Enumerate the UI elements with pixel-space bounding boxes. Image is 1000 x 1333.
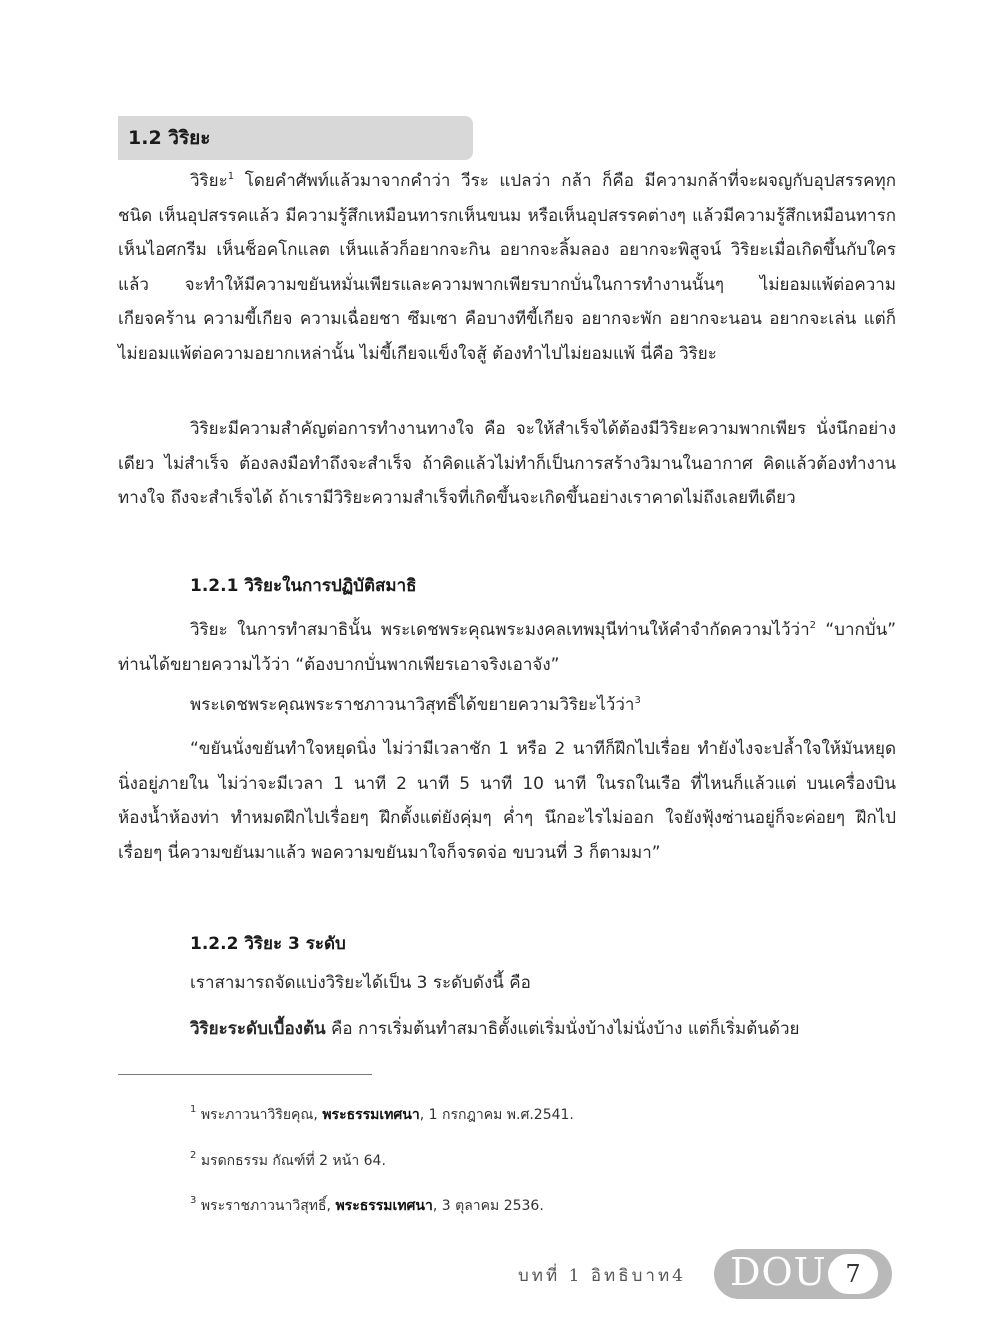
footnote-ref-3[interactable]: 3 — [634, 695, 641, 706]
subsection-2-paragraph-2 — [118, 1012, 896, 1047]
footnote-2-number: 2 — [190, 1150, 197, 1161]
footnote-ref-1[interactable]: 1 — [227, 171, 235, 182]
intro-paragraph-1-text: โดยคำศัพท์แล้วมาจากคำว่า วีระ แปลว่า กล้า ก็คือ มีความกล้าที่จะผจญกับอุปสรรคทุกชนิด เห็นอุปสรรคแล้ว มีความรู้สึกเหมือนทารกเห็นขนม หรือเห็นอุปสรรคต่างๆ แล้วมีความรู้สึกเหมือนทารกเห็นไอศกรีม เห็นช็อคโกแลต เห็นแล้วก็อยากจะกิน อยากจะลิ้มลอง อยากจะพิสูจน์ วิริยะเมื่อเกิดขึ้นกับใครแล้ว จะทำให้มีความขยันหมั่นเพียรและความพากเพียรบากบั่นในการทำงานนั้นๆ ไม่ยอมแพ้ต่อความเกียจคร้าน ความขี้เกียจ ความเฉื่อยชา ซึมเซา คือบางทีขี้เกียจ อยากจะพัก อยากจะนอน อยากจะเล่น แต่ก็ไม่ยอมแพ้ต่อความอยากเหล่านั้น ไม่ขี้เกียจแข็งใจสู้ ต้องทำไปไม่ยอมแพ้ นี่คือ วิริยะ — [118, 171, 896, 364]
subsection-1-paragraph-2 — [118, 688, 896, 723]
footnote-1-title: พระธรรมเทศนา — [322, 1107, 420, 1123]
footnote-1 — [190, 1104, 574, 1126]
footnote-3-text: พระราชภาวนาวิสุทธิ์, — [196, 1198, 336, 1214]
intro-paragraph-2: วิริยะมีความสำคัญต่อการทำงานทางใจ คือ จะให้สำเร็จได้ต้องมีวิริยะความพากเพียร นั่งนึกอย่างเดียว ไม่สำเร็จ ต้องลงมือทำถึงจะสำเร็จ ถ้าคิดแล้วไม่ทำก็เป็นการสร้างวิมานในอากาศ คิดแล้วต้องทำงานทางใจ ถึงจะสำเร็จได้ ถ้าเรามีวิริยะความสำเร็จที่เกิดขึ้นจะเกิดขึ้นอย่างเราคาดไม่ถึงเลยทีเดียว — [118, 419, 896, 508]
footer-brand-logo: DOU — [730, 1250, 827, 1294]
footnote-1-text: พระภาวนาวิริยคุณ, — [196, 1107, 323, 1123]
footnote-divider — [118, 1074, 372, 1075]
subsection-1-paragraph-1 — [118, 613, 896, 682]
footnote-ref-2[interactable]: 2 — [809, 620, 816, 631]
footnote-3-date: , 3 ตุลาคม 2536. — [432, 1198, 544, 1214]
footnote-3-number: 3 — [190, 1195, 197, 1206]
footnote-3-title: พระธรรมเทศนา — [335, 1198, 433, 1214]
intro-paragraph-1 — [118, 164, 896, 371]
footnote-2 — [190, 1150, 386, 1172]
footer-chapter-label: บทที่ 1 อิทธิบาท4 — [518, 1266, 686, 1286]
footnote-3 — [190, 1195, 544, 1217]
subsection-1-paragraph-1-lead: วิริยะ ในการทำสมาธินั้น พระเดชพระคุณพระมงคลเทพมุนีท่านให้คำจำกัดความไว้ว่า — [190, 620, 810, 640]
subsection-1-paragraph-1-rest: “บากบั่น” ท่านได้ขยายความไว้ว่า “ต้องบากบั่นพากเพียรเอาจริงเอาจัง” — [118, 620, 896, 675]
section-title-banner — [118, 116, 473, 160]
section-title: 1.2 วิริยะ — [128, 127, 211, 149]
page-number: 7 — [828, 1254, 878, 1294]
subsection-heading-1-2-1: 1.2.1 วิริยะในการปฏิบัติสมาธิ — [190, 576, 417, 596]
term-viriya: วิริยะ — [190, 171, 228, 191]
subsection-heading-1-2-2: 1.2.2 วิริยะ 3 ระดับ — [190, 934, 346, 954]
subsection-2-paragraph-2-text: คือ การเริ่มต้นทำสมาธิตั้งแต่เริ่มนั่งบ้างไม่นั่งบ้าง แต่ก็เริ่มต้นด้วย — [325, 1019, 800, 1039]
level-basic-term: วิริยะระดับเบื้องต้น — [190, 1019, 326, 1039]
footnote-1-date: , 1 กรกฎาคม พ.ศ.2541. — [419, 1107, 574, 1123]
quote-paragraph: “ขยันนั่งขยันทำใจหยุดนิ่ง ไม่ว่ามีเวลาชัก 1 หรือ 2 นาทีก็ฝึกไปเรื่อย ทำยังไงจะปล้ำใจให้มันหยุดนิ่งอยู่ภายใน ไม่ว่าจะมีเวลา 1 นาที 2 นาที 5 นาที 10 นาที ในรถในเรือ ที่ไหนก็แล้วแต่ บนเครื่องบิน ห้องน้ำห้องท่า ทำหมดฝึกไปเรื่อยๆ ฝึกตั้งแต่ยังคุ่มๆ ค่ำๆ นึกอะไรไม่ออก ใจยังฟุ้งซ่านอยู่ก็จะค่อยๆ ฝึกไปเรื่อยๆ นี่ความขยันมาแล้ว พอความขยันมาใจก็จรดจ่อ ขบวนที่ 3 ก็ตามมา” — [118, 739, 896, 863]
subsection-2-paragraph-1: เราสามารถจัดแบ่งวิริยะได้เป็น 3 ระดับดังนี้ คือ — [190, 973, 531, 993]
footnote-2-text: มรดกธรรม กัณฑ์ที่ 2 หน้า 64. — [196, 1153, 386, 1169]
subsection-1-paragraph-2-text: พระเดชพระคุณพระราชภาวนาวิสุทธิ์ได้ขยายความวิริยะไว้ว่า — [190, 695, 635, 715]
footnote-1-number: 1 — [190, 1104, 197, 1115]
